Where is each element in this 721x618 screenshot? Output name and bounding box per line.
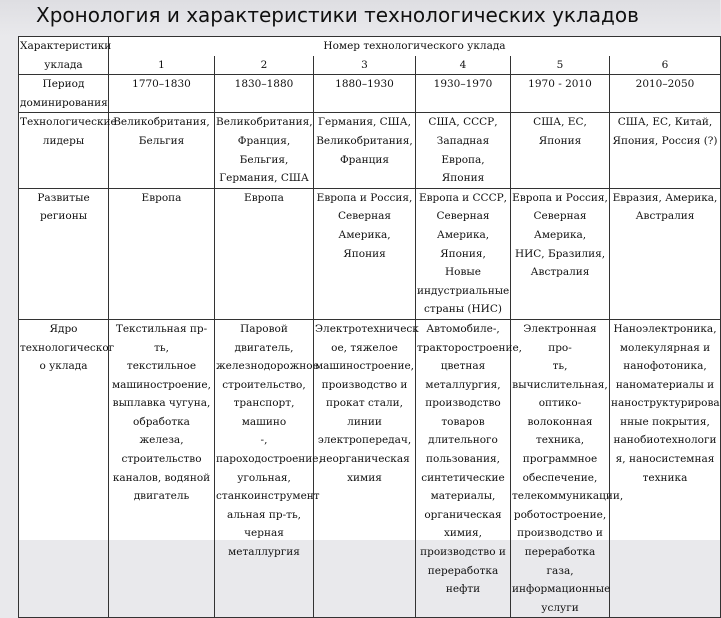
cell-text-line: 1970 - 2010: [528, 78, 592, 91]
corner-header-line: Характеристики: [20, 40, 112, 52]
cell-text-line: Германия, США,: [318, 116, 411, 129]
table-cell: [511, 319, 624, 618]
cell-text-line: Япония: [441, 172, 485, 185]
cell-text-line: химия,: [443, 527, 483, 540]
cell-text-line: Франция, Бельгия,: [237, 134, 291, 166]
cell-text-line: двигатель: [133, 490, 190, 503]
cell-text-line: тракторостроение,: [417, 341, 523, 354]
table-cell: [511, 188, 610, 319]
table-cell: [314, 319, 419, 618]
cell-text-line: 1830–1880: [234, 78, 294, 91]
page-title: Хронология и характеристики технологических укладов: [36, 3, 639, 27]
table-cell: [511, 113, 610, 188]
cell-text-line: машиностроение,: [315, 360, 415, 373]
cell-text-line: Великобритания,: [216, 116, 313, 129]
cell-text-line: программное: [522, 453, 598, 466]
table-cell: [215, 75, 314, 113]
cell-text-line: ть,: [552, 360, 568, 373]
table-cell: [610, 75, 721, 113]
cell-text-line: синтетические: [421, 471, 505, 484]
cell-text-line: Электронная про-: [523, 322, 597, 354]
cell-text-line: 1930–1970: [433, 78, 493, 91]
cell-text-line: длительного: [428, 434, 498, 447]
cell-text-line: линии: [347, 415, 382, 428]
cell-text-line: выплавка чугуна,: [112, 397, 211, 410]
row-label-line: Период: [42, 78, 85, 91]
table-cell: [416, 113, 511, 188]
cell-text-line: угольная,: [237, 471, 291, 484]
row-label-cell: [19, 113, 117, 188]
cell-text-line: телекоммуникации,: [512, 490, 624, 503]
cell-text-line: Европа: [141, 191, 182, 204]
mode-number-cell: 4: [416, 56, 511, 75]
cell-text-line: роботостроение,: [513, 508, 607, 521]
table-cell: [416, 319, 523, 618]
cell-text-line: страны (НИС): [424, 303, 502, 316]
cell-text-line: пароходостроение,: [216, 453, 322, 466]
cell-text-line: производство: [425, 397, 501, 410]
cell-text-line: Австралия: [635, 210, 695, 223]
corner-header-cell: [19, 37, 112, 75]
cell-text-line: металлургия,: [425, 378, 501, 391]
cell-text-line: техника: [642, 471, 688, 484]
cell-text-line: Австралия: [530, 266, 590, 279]
cell-text-line: 2010–2050: [635, 78, 695, 91]
row-label-line: регионы: [39, 210, 88, 223]
cell-text-line: обработка железа,: [133, 415, 190, 447]
cell-text-line: Европа: [244, 191, 284, 204]
cell-text-line: информационные: [512, 583, 611, 596]
cell-text-line: электропередач,: [317, 434, 412, 447]
cell-text-line: США, СССР,: [428, 116, 498, 129]
cell-text-line: нефти: [445, 583, 481, 596]
table-cell: [215, 188, 314, 319]
cell-text-line: услуги: [541, 601, 579, 614]
table-cell: [215, 319, 322, 618]
row-label-line: Ядро: [49, 322, 78, 335]
cell-text-line: Великобритания,: [316, 134, 413, 147]
mode-number-cell: 1: [109, 56, 215, 75]
cell-text-line: Наноэлектроника,: [613, 322, 717, 335]
row-label-cell: [19, 319, 115, 618]
cell-text-line: 1880–1930: [335, 78, 394, 91]
number-row: [19, 56, 721, 75]
cell-text-line: альная пр-ть,: [227, 508, 301, 521]
row-label-line: технологическог: [20, 341, 115, 354]
cell-text-line: Автомобиле-,: [426, 322, 500, 335]
cell-text-line: производство и: [517, 527, 603, 540]
cell-text-line: -,: [260, 434, 268, 447]
cell-text-line: транспорт, машино: [233, 397, 295, 428]
cell-text-line: строительство,: [222, 378, 306, 391]
cell-text-line: Европа и Россия,: [512, 191, 608, 204]
table-cell: [314, 75, 416, 113]
table-cell: [511, 75, 610, 113]
cell-text-line: ое, тяжелое: [331, 341, 398, 354]
table-cell: [109, 319, 215, 618]
cell-text-line: химия: [347, 471, 382, 484]
cell-text-line: Текстильная пр-ть,: [115, 322, 208, 354]
table-row: [19, 75, 721, 113]
row-label-line: о уклада: [39, 360, 88, 373]
table-cell: [610, 113, 721, 188]
cell-text-line: машиностроение,: [111, 378, 211, 391]
cell-text-line: черная: [244, 527, 284, 540]
table-row: [19, 113, 721, 188]
cell-text-line: Европа и СССР,: [418, 191, 508, 204]
cell-text-line: наноструктурирова: [611, 397, 720, 410]
table-cell: [610, 319, 721, 618]
cell-text-line: пользования,: [426, 453, 500, 466]
cell-text-line: Бельгия: [138, 134, 185, 147]
cell-text-line: строительство: [121, 453, 202, 466]
mode-number-cell: 3: [314, 56, 416, 75]
cell-text-line: Северная: [436, 210, 490, 223]
cell-text-line: НИС, Бразилия,: [514, 247, 606, 260]
cell-text-line: цветная: [440, 360, 486, 373]
cell-text-line: нные покрытия,: [620, 415, 710, 428]
cell-text-line: Великобритания,: [113, 116, 210, 129]
cell-text-line: обеспечение,: [522, 471, 598, 484]
cell-text-line: Северная Америка,: [338, 210, 391, 241]
cell-text-line: станкоинструмент: [216, 490, 320, 503]
cell-text-line: оптико-волоконная: [527, 397, 593, 428]
cell-text-line: Япония: [343, 247, 386, 260]
row-label-line: Технологические: [20, 116, 117, 129]
cell-text-line: товаров: [441, 415, 485, 428]
table-cell: [109, 188, 215, 319]
cell-text-line: текстильное: [126, 360, 197, 373]
cell-text-line: я, наносистемная: [615, 453, 715, 466]
table-cell: [314, 113, 416, 188]
table-row: [19, 188, 721, 319]
cell-text-line: США, ЕС, Китай,: [617, 116, 713, 129]
row-label-cell: [19, 188, 109, 319]
table-cell: [610, 188, 721, 319]
cell-text-line: Паровой: [240, 322, 288, 335]
cell-text-line: Евразия, Америка,: [612, 191, 718, 204]
cell-text-line: Новые: [445, 266, 481, 279]
cell-text-line: нанобиотехнологи: [613, 434, 717, 447]
cell-text-line: органическая: [424, 508, 502, 521]
table-cell: [416, 75, 511, 113]
table-cell: [109, 113, 215, 188]
slide-header: [0, 0, 720, 36]
cell-text-line: неорганическая: [319, 453, 410, 466]
cell-text-line: производство и: [420, 546, 506, 559]
cell-text-line: металлургия: [228, 546, 300, 559]
row-label-line: доминирования: [20, 96, 108, 109]
cell-text-line: Северная Америка,: [533, 210, 587, 241]
cell-text-line: двигатель,: [234, 341, 294, 354]
cell-text-line: каналов, водяной: [112, 471, 211, 484]
mode-number-cell: 5: [511, 56, 610, 75]
table-cell: [109, 75, 215, 113]
cell-text-line: Франция: [339, 153, 390, 166]
header-row: [19, 37, 721, 56]
group-header-cell: Номер технологического уклада: [109, 37, 721, 56]
cell-text-line: производство и: [321, 378, 408, 391]
mode-number-cell: 6: [610, 56, 721, 75]
cell-text-line: Япония, Россия (?): [612, 134, 718, 147]
cell-text-line: Электротехническ: [315, 322, 419, 335]
table-cell: [314, 188, 416, 319]
row-label-cell: [19, 75, 109, 113]
cell-text-line: США, ЕС, Япония: [533, 116, 587, 147]
cell-text-line: Западная Европа,: [436, 134, 490, 166]
cell-text-line: прокат стали,: [326, 397, 403, 410]
cell-text-line: Германия, США: [219, 172, 309, 185]
cell-text-line: переработка газа,: [524, 546, 596, 577]
cell-text-line: Европа и Россия,: [316, 191, 413, 204]
cell-text-line: Америка, Япония,: [436, 228, 490, 260]
cell-text-line: вычислительная,: [512, 378, 608, 391]
row-label-line: Развитые: [37, 191, 90, 204]
table-cell: [416, 188, 511, 319]
cell-text-line: наноматериалы и: [615, 378, 715, 391]
row-label-line: лидеры: [42, 134, 85, 147]
table-cell: [215, 113, 314, 188]
cell-text-line: 1770–1830: [132, 78, 191, 91]
cell-text-line: молекулярная и: [619, 341, 711, 354]
cell-text-line: техника,: [535, 434, 585, 447]
tech-modes-table: [18, 36, 721, 618]
cell-text-line: материалы,: [430, 490, 496, 503]
table-row: [19, 319, 721, 618]
cell-text-line: железнодорожное: [216, 360, 319, 373]
cell-text-line: переработка: [427, 564, 499, 577]
corner-header-line: уклада: [44, 58, 83, 71]
cell-text-line: индустриальные: [417, 284, 510, 297]
table-container: [18, 36, 720, 614]
mode-number-cell: 2: [215, 56, 314, 75]
cell-text-line: нанофотоника,: [623, 360, 707, 373]
